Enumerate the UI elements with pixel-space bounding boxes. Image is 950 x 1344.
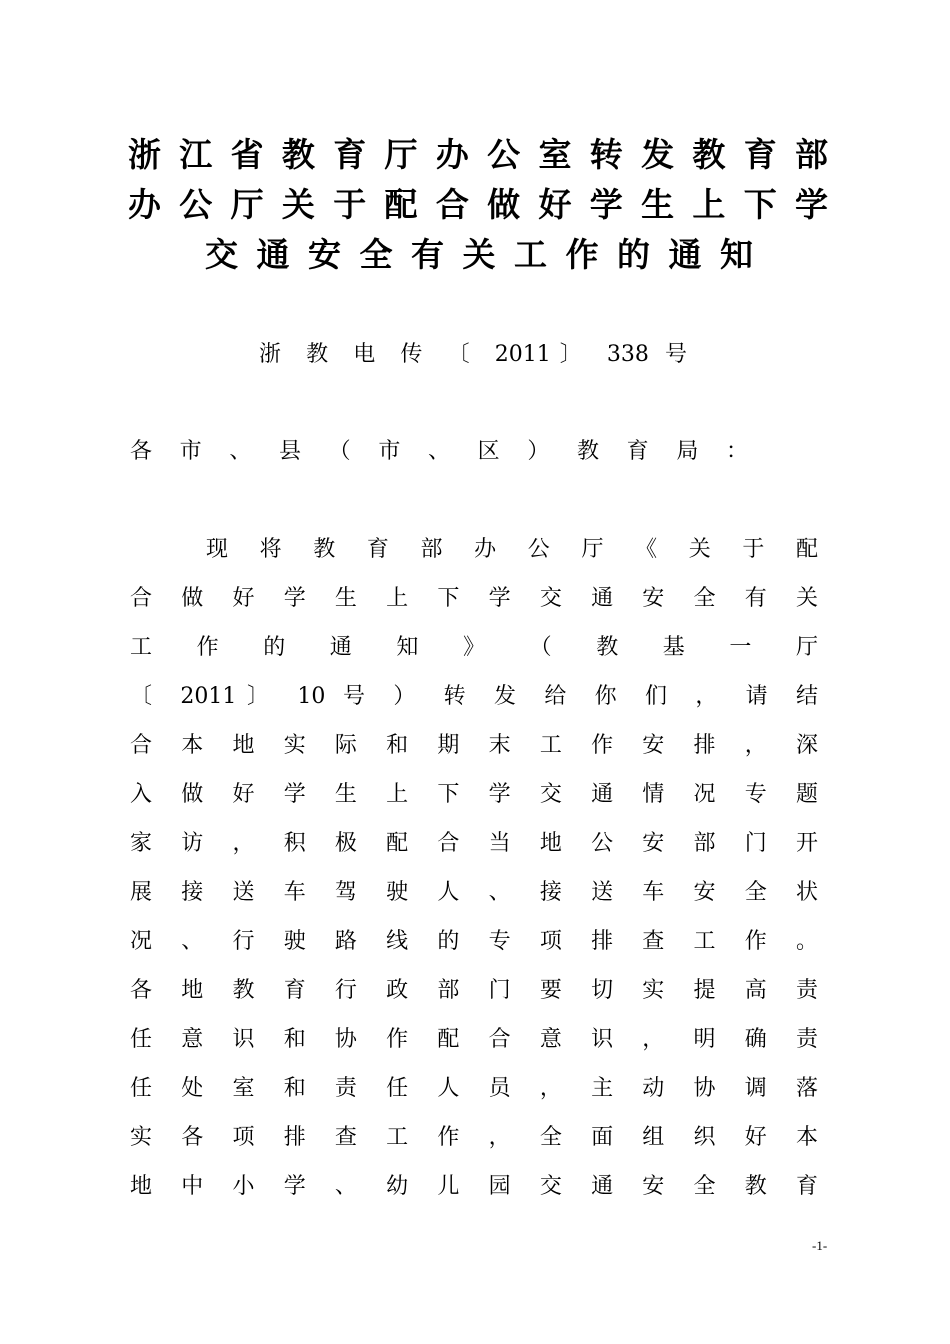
body-line: 家 访 ， 积 极 配 合 当 地 公 安 部 门 开 xyxy=(130,831,818,856)
body-line: 〔 2011〕 10 号 ） 转 发 给 你 们 ， 请 结 xyxy=(130,684,818,709)
body-line: 各 地 教 育 行 政 部 门 要 切 实 提 高 责 xyxy=(130,978,818,1003)
body-line: 地 中 小 学 、 幼 儿 园 交 通 安 全 教 育 xyxy=(130,1174,818,1199)
document-title-line-1: 浙江省教育厅办公室转发教育部 xyxy=(128,135,828,174)
document-title-line-2: 办公厅关于配合做好学生上下学 xyxy=(128,185,828,224)
body-line: 展 接 送 车 驾 驶 人 、 接 送 车 安 全 状 xyxy=(130,880,818,905)
body-line: 任 处 室 和 责 任 人 员 ， 主 动 协 调 落 xyxy=(130,1076,818,1101)
body-line: 实 各 项 排 查 工 作 ， 全 面 组 织 好 本 xyxy=(130,1125,818,1150)
body-line: 现 将 教 育 部 办 公 厅 《 关 于 配 xyxy=(206,537,818,562)
body-line: 工 作 的 通 知 》 （ 教 基 一 厅 xyxy=(130,635,818,660)
body-line: 况 、 行 驶 路 线 的 专 项 排 查 工 作 。 xyxy=(130,929,818,954)
page-number: -1- xyxy=(812,1238,828,1253)
document-number: 浙 教 电 传 〔 2011〕 338 号 xyxy=(259,342,687,367)
body-line: 入 做 好 学 生 上 下 学 交 通 情 况 专 题 xyxy=(130,782,818,807)
body-line: 合 做 好 学 生 上 下 学 交 通 安 全 有 关 xyxy=(130,586,818,611)
document-title-line-3: 交通安全有关工作的通知 xyxy=(205,235,753,274)
body-line: 任 意 识 和 协 作 配 合 意 识 ， 明 确 责 xyxy=(130,1027,818,1052)
body-line: 合 本 地 实 际 和 期 末 工 作 安 排 ， 深 xyxy=(130,733,818,758)
recipient-line: 各 市 、 县 （ 市 、 区 ） 教 育 局 ： xyxy=(130,439,748,464)
